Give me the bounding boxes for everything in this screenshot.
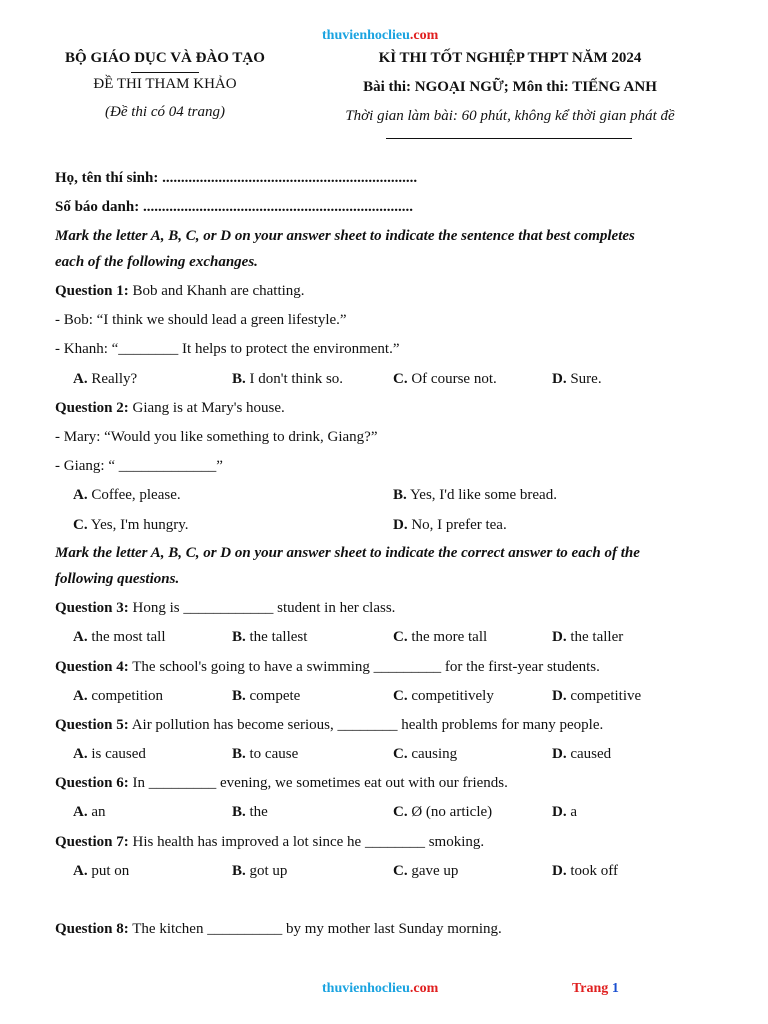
question-4-option-a: A. competition: [73, 688, 163, 704]
question-4: Question 4: The school's going to have a swimming _________ for the first-year students.: [55, 659, 600, 675]
question-4-option-d: D. competitive: [552, 688, 642, 704]
instruction-2-line1: Mark the letter A, B, C, or D on your answer sheet to indicate the correct answer to each of the: [55, 545, 640, 561]
question-6-option-d: D. a: [552, 804, 578, 820]
question-1: Question 1: Bob and Khanh are chatting.: [55, 283, 305, 299]
question-1-option-c: C. Of course not.: [393, 371, 497, 387]
question-6-option-c: C. Ø (no article): [393, 804, 493, 820]
question-2-option-b: B. Yes, I'd like some bread.: [393, 487, 557, 503]
pages-note: (Đề thi có 04 trang): [105, 104, 225, 120]
candidate-id-field: Số báo danh: ........................................................................: [55, 199, 413, 215]
question-7-option-d: D. took off: [552, 863, 618, 879]
question-8: Question 8: The kitchen __________ by my mother last Sunday morning.: [55, 921, 502, 937]
site-banner-top: thuvienhoclieu.com: [322, 28, 439, 43]
question-5-option-a: A. is caused: [73, 746, 146, 762]
exam-title: KÌ THI TỐT NGHIỆP THPT NĂM 2024: [378, 50, 642, 66]
question-1-option-a: A. Really?: [73, 371, 138, 387]
question-6-option-a: A. an: [73, 804, 106, 820]
page-number: Trang 1: [572, 981, 619, 996]
question-2-option-d: D. No, I prefer tea.: [393, 517, 507, 533]
instruction-1-line1: Mark the letter A, B, C, or D on your answer sheet to indicate the sentence that best completes: [55, 228, 635, 244]
exam-type: ĐỀ THI THAM KHẢO: [93, 76, 237, 92]
site-banner-bottom: thuvienhoclieu.com: [322, 981, 439, 996]
question-7: Question 7: His health has improved a lot since he ________ smoking.: [55, 834, 485, 850]
question-5-option-d: D. caused: [552, 746, 612, 762]
question-3-option-d: D. the taller: [552, 629, 624, 645]
question-6-option-b: B. the: [232, 804, 268, 820]
question-2-option-c: C. Yes, I'm hungry.: [73, 517, 189, 533]
question-1-line2: - Khanh: “________ It helps to protect the environment.”: [55, 341, 400, 357]
instruction-1-line2: each of the following exchanges.: [55, 254, 258, 270]
question-5-option-b: B. to cause: [232, 746, 299, 762]
question-1-option-b: B. I don't think so.: [232, 371, 344, 387]
time-note: Thời gian làm bài: 60 phút, không kể thời gian phát đề: [345, 108, 675, 124]
subject-label: Bài thi: NGOẠI NGỮ; Môn thi: TIẾNG ANH: [363, 79, 657, 95]
question-1-line1: - Bob: “I think we should lead a green lifestyle.”: [55, 312, 347, 328]
question-5-option-c: C. causing: [393, 746, 458, 762]
question-7-option-b: B. got up: [232, 863, 288, 879]
instruction-2-line2: following questions.: [55, 571, 180, 587]
candidate-name-field: Họ, tên thí sinh: ....................................................................: [55, 170, 418, 186]
question-2-line1: - Mary: “Would you like something to drink, Giang?”: [55, 429, 378, 445]
question-4-option-c: C. competitively: [393, 688, 494, 704]
question-7-option-c: C. gave up: [393, 863, 459, 879]
ministry-underline: [131, 72, 199, 73]
question-3-option-b: B. the tallest: [232, 629, 308, 645]
question-3-option-a: A. the most tall: [73, 629, 166, 645]
question-1-option-d: D. Sure.: [552, 371, 602, 387]
question-2-option-a: A. Coffee, please.: [73, 487, 181, 503]
question-3-option-c: C. the more tall: [393, 629, 488, 645]
header-underline: [386, 138, 632, 139]
question-7-option-a: A. put on: [73, 863, 130, 879]
question-4-option-b: B. compete: [232, 688, 301, 704]
question-3: Question 3: Hong is ____________ student in her class.: [55, 600, 396, 616]
question-6: Question 6: In _________ evening, we sometimes eat out with our friends.: [55, 775, 508, 791]
question-2: Question 2: Giang is at Mary's house.: [55, 400, 285, 416]
question-2-line2: - Giang: “ _____________”: [55, 458, 223, 474]
question-5: Question 5: Air pollution has become serious, ________ health problems for many people.: [55, 717, 604, 733]
ministry-name: BỘ GIÁO DỤC VÀ ĐÀO TẠO: [65, 50, 265, 66]
